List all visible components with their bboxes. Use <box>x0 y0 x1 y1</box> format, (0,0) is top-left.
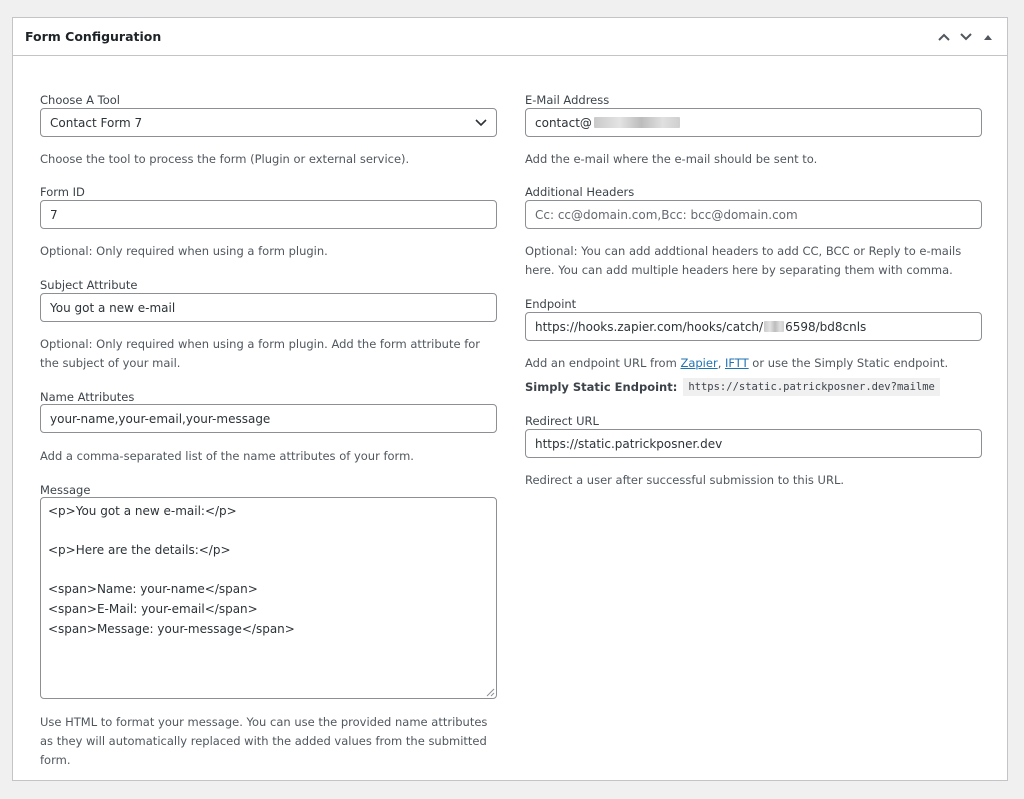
tool-help: Choose the tool to process the form (Plugin or external service). <box>40 152 410 166</box>
message-line: <span>Message: your-message</span> <box>48 621 295 636</box>
form-id-value: 7 <box>50 207 58 222</box>
email-input[interactable] <box>525 108 982 137</box>
endpoint-help-text: Add an endpoint URL from <box>525 356 681 370</box>
postbox-header <box>13 18 1007 56</box>
form-id-help: Optional: Only required when using a form plugin. <box>40 244 328 258</box>
message-line: <span>E-Mail: your-email</span> <box>48 601 258 616</box>
name-attributes-label: Name Attributes <box>40 390 135 404</box>
message-line: <p>You got a new e-mail:</p> <box>48 504 237 518</box>
name-attributes-help: Add a comma-separated list of the name attributes of your form. <box>40 449 414 463</box>
message-textarea[interactable] <box>40 497 497 699</box>
message-line <box>48 522 489 542</box>
static-endpoint-label: Simply Static Endpoint: <box>525 380 678 394</box>
form-id-input[interactable] <box>40 200 497 229</box>
endpoint-value-suffix: 6598/bd8cnls <box>785 319 867 334</box>
zapier-link[interactable]: Zapier <box>680 356 718 370</box>
subject-value: You got a new e-mail <box>50 300 176 315</box>
subject-label: Subject Attribute <box>40 278 138 292</box>
redirect-label: Redirect URL <box>525 414 599 428</box>
endpoint-help-separator: , <box>717 356 725 370</box>
subject-help: Optional: Only required when using a form plugin. Add the form attribute for the subject of your mail. <box>40 337 481 370</box>
postbox-title: Form Configuration <box>25 29 162 44</box>
resize-grip-icon[interactable] <box>486 688 495 697</box>
message-label: Message <box>40 483 91 497</box>
endpoint-input[interactable] <box>525 312 982 341</box>
email-value: contact@ <box>535 115 592 130</box>
static-endpoint-value: https://static.patrickposner.dev?mailme <box>683 378 940 396</box>
name-attributes-input[interactable] <box>40 404 497 433</box>
chevron-up-icon <box>937 32 951 42</box>
form-id-label: Form ID <box>40 185 85 199</box>
headers-label: Additional Headers <box>525 185 635 199</box>
chevron-down-icon <box>959 32 973 42</box>
message-line: <span>Name: your-name</span> <box>48 582 258 597</box>
message-line: <p>Here are the details:</p> <box>48 543 231 558</box>
endpoint-help-text-end: or use the Simply Static endpoint. <box>748 356 949 370</box>
tool-select-value: Contact Form 7 <box>50 115 143 130</box>
redirect-input[interactable] <box>525 429 982 458</box>
chevron-down-icon <box>474 118 488 128</box>
tool-label: Choose A Tool <box>40 93 120 107</box>
email-help: Add the e-mail where the e-mail should be sent to. <box>525 152 818 166</box>
headers-input[interactable] <box>525 200 982 229</box>
toggle-panel-button[interactable] <box>977 19 999 55</box>
message-line <box>48 561 489 581</box>
static-endpoint-row <box>525 378 940 396</box>
form-configuration-postbox <box>12 17 1008 781</box>
ifttt-link[interactable]: IFTT <box>725 356 749 370</box>
move-down-button[interactable] <box>955 19 977 55</box>
subject-input[interactable] <box>40 293 497 322</box>
endpoint-value-prefix: https://hooks.zapier.com/hooks/catch/ <box>535 319 764 334</box>
triangle-up-icon <box>983 33 993 41</box>
redirect-help: Redirect a user after successful submission to this URL. <box>525 473 845 487</box>
endpoint-help <box>525 354 985 373</box>
redacted-endpoint-id <box>764 321 784 332</box>
headers-placeholder: Cc: cc@domain.com,Bcc: bcc@domain.com <box>535 207 798 222</box>
redirect-value: https://static.patrickposner.dev <box>535 436 723 451</box>
endpoint-label: Endpoint <box>525 297 577 311</box>
name-attributes-value: your-name,your-email,your-message <box>50 411 271 426</box>
message-help: Use HTML to format your message. You can use the provided name attributes as they will automatically replaced with the added values from the submitted form. <box>40 715 488 767</box>
headers-help: Optional: You can add addtional headers to add CC, BCC or Reply to e-mails here. You can add multiple headers here by separating them with comma. <box>525 244 962 277</box>
handle-actions <box>933 18 1007 55</box>
left-column <box>40 56 497 767</box>
email-label: E-Mail Address <box>525 93 610 107</box>
move-up-button[interactable] <box>933 19 955 55</box>
redacted-email-domain <box>594 117 680 128</box>
tool-select[interactable] <box>40 108 497 137</box>
